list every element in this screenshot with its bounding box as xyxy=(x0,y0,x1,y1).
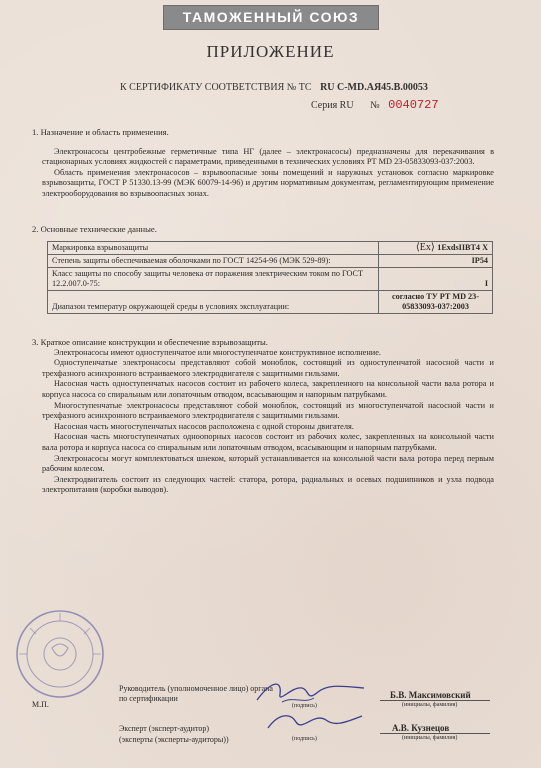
table-cell-value: IP54 xyxy=(379,255,493,268)
section-3-paragraph: Одноступенчатые электронасосы представляют собой моноблок, состоящий из одноступенчатой насосной части и трехфазного асинхронного встраиваемого электродвигателя с защитными гильзами. xyxy=(42,358,494,378)
table-cell-label: Степень защиты обеспечиваемая оболочками по ГОСТ 14254-96 (МЭК 529-89): xyxy=(48,255,379,268)
number-sign: № xyxy=(370,100,380,111)
head-name-line xyxy=(380,700,490,701)
table-row xyxy=(48,291,493,314)
expert-name: А.В. Кузнецов xyxy=(392,723,450,733)
head-label: Руководитель (уполномоченное лицо) органа по сертификации xyxy=(119,684,273,703)
table-cell-label: Класс защиты по способу защиты человека от поражения электрическим током по ГОСТ 12.2.007.0-75: xyxy=(48,268,379,291)
table-cell-value: I xyxy=(379,268,493,291)
expert-name-caption: (инициалы, фамилия) xyxy=(402,735,458,741)
table-cell-value: ⟨Ex⟩ 1ExdsIIBT4 X xyxy=(379,242,493,255)
technical-data-table xyxy=(47,241,493,314)
table-row xyxy=(48,242,493,255)
section-3-paragraph: Насосная часть многоступенчатых насосов расположена с одной стороны двигателя. xyxy=(54,421,354,431)
certificate-reference xyxy=(120,82,428,93)
head-signature-icon xyxy=(252,676,372,708)
section-3-paragraph: Насосная часть многоступенчатых одноопорных насосов состоит из рабочих колес, закрепленных на консольной части вала ротора и корпуса насоса со спиральным или лопаточным отводом, всасывающим и напорным патрубками. xyxy=(42,432,494,452)
section-3-paragraph: Многоступенчатые электронасосы представляют собой моноблок, состоящий из многоступенчатой насосной части и трехфазного асинхронного встраиваемого электродвигателя с защитными гильзами. xyxy=(42,400,494,421)
customs-union-banner: ТАМОЖЕННЫЙ СОЮЗ xyxy=(163,5,379,30)
section-3 xyxy=(32,337,494,496)
blank-serial-number: 0040727 xyxy=(388,98,439,112)
section-3-heading: 3. Краткое описание конструкции и обеспечение взрывозащиты. xyxy=(32,337,268,347)
table-cell-value: согласно ТУ РТ MD 23-05833093-037:2003 xyxy=(379,291,493,314)
expert-name-line xyxy=(380,733,490,734)
section-1-heading: 1. Назначение и область применения. xyxy=(32,127,169,137)
head-name: Б.В. Максимовский xyxy=(390,690,471,700)
expert-label: Эксперт (эксперт-аудитор) xyxy=(119,724,210,733)
section-1-paragraph: Область применения электронасосов – взрывоопасные зоны помещений и наружных установок согласно маркировке взрывозащиты, ГОСТ Р 51330.13-99 (МЭК 60079-14-96) и другим нормативным документам, регламентирующим применение электрооборудования во взрывоопасных зонах. xyxy=(42,167,494,198)
table-cell-label: Диапазон температур окружающей среды в условиях эксплуатации: xyxy=(48,291,379,314)
head-signature-caption: (подпись) xyxy=(292,703,317,709)
expert-signature-icon xyxy=(262,706,372,736)
mp-label: М.П. xyxy=(32,700,49,709)
section-2 xyxy=(32,224,494,235)
section-1 xyxy=(32,127,494,200)
table-row xyxy=(48,255,493,268)
section-3-paragraph: Электронасосы имеют одноступенчатое или многоступенчатое конструктивное исполнение. xyxy=(54,347,381,357)
expert-signature-caption: (подпись) xyxy=(292,736,317,742)
registration-number: RU C-MD.АЯ45.В.00053 xyxy=(320,82,428,93)
subtitle-prefix: К СЕРТИФИКАТУ СООТВЕТСТВИЯ № ТС xyxy=(120,82,312,93)
head-name-caption: (инициалы, фамилия) xyxy=(402,702,458,708)
page-title: ПРИЛОЖЕНИЕ xyxy=(206,42,335,61)
section-3-paragraph: Электронасосы могут комплектоваться шнеком, который устанавливается на консольной части вала ротора перед первым рабочим колесом. xyxy=(42,453,494,474)
series-label: Серия RU xyxy=(311,100,354,111)
section-3-paragraph: Насосная часть одноступенчатых насосов состоит из рабочего колеса, закрепленного на консольной части вала ротора и корпуса насоса со спиральным или лопаточным отводом, всасывающим и напорным патрубками. xyxy=(42,379,494,399)
section-1-paragraph: Электронасосы центробежные герметичные типа НГ (далее – электронасосы) предназначены для перекачивания в стационарных условиях жидкостей с параметрами, приведенными в технических условиях РТ MD 23-05833093-037:2003. xyxy=(42,146,494,167)
expert-label-plural: (эксперты (эксперты-аудиторы)) xyxy=(119,735,229,744)
table-cell-label: Маркировка взрывозащиты xyxy=(48,242,379,255)
section-3-paragraph: Электродвигатель состоит из следующих частей: статора, ротора, радиальных и осевых подшипников и узла подвода электропитания (коробки выводов). xyxy=(42,474,494,495)
table-row xyxy=(48,268,493,291)
series-line xyxy=(311,98,439,112)
certification-seal-icon xyxy=(14,608,106,700)
section-2-heading: 2. Основные технические данные. xyxy=(32,224,157,234)
